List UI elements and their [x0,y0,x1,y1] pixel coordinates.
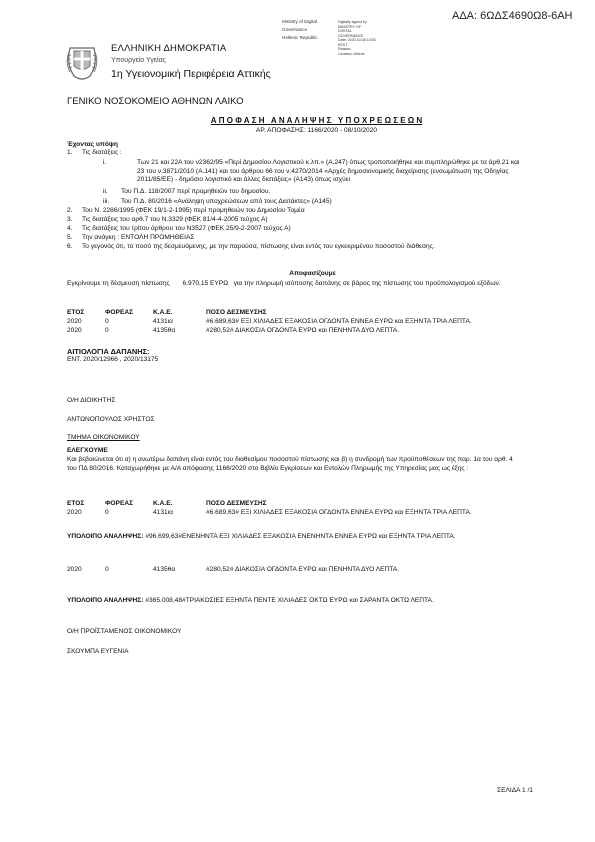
cell-amount: #6.689,63# ΕΞΙ ΧΙΛΙΑΔΕΣ ΕΞΑΚΟΣΙΑ ΟΓΔΟΝΤΑ ΕΝΝΕΑ ΕΥΡΩ και ΕΞΗΝΤΑ ΤΡΙΑ ΛΕΠΤΑ. [206,509,472,516]
cell-year: 2020 [67,509,82,516]
digital-signature-block [282,20,442,62]
balance-label: ΥΠΟΛΟΙΠΟ ΑΝΑΛΗΨΗΣ: [67,533,144,540]
signature-detail: MINISTRY OF [338,24,362,29]
table-header-row [67,309,537,317]
header-kae: Κ.Α.Ε. [153,309,173,316]
header-year: ΕΤΟΣ [67,309,85,316]
provision-number: 3. [67,216,73,223]
cell-year: 2020 [67,327,82,334]
subprovision-number: iii. [103,198,110,205]
approval-text: Εγκρίνουμε τη δέσμευση πίστωσης 6.970,15 ΕΥΡΩ για την πληρωμή ισόποσης δαπάνης σε βάρος της πίστωσης του προϋπολογισμού εξόδων. [67,280,501,287]
financial-head-title: Ο/Η ΠΡΟΪΣΤΑΜΕΝΟΣ ΟΙΚΟΝΟΜΙΚΟΥ [67,628,182,635]
document-title: Α Π Ο Φ Α Σ Η Α Ν Α Λ Η Ψ Η Σ Υ Π Ο Χ Ρ Ε Ω Σ Ε Ω Ν [210,116,423,125]
cell-amount: #280,52# ΔΙΑΚΟΣΙΑ ΟΓΔΟΝΤΑ ΕΥΡΩ και ΠΕΝΗΝΤΑ ΔΥΟ ΛΕΠΤΑ. [206,566,400,573]
cell-entity: 0 [105,566,109,573]
balance-label: ΥΠΟΛΟΙΠΟ ΑΝΑΛΗΨΗΣ: [67,597,144,604]
check-heading: ΕΛΕΓΧΟΥΜΕ [67,447,108,454]
cell-kae: 4131ια [153,509,173,516]
provision-text: Το γεγονός ότι, το ποσό της δεσμευόμενης, με την παρούσα, πίστωσης είναι εντός του εγκεκριμένου ποσοστού διάθεσης. [82,243,435,250]
provision-text: Τις διατάξεις του αρθ.7 του Ν.3329 (ΦΕΚ 81/4-4-2005 τεύχος Α) [82,216,268,223]
republic-title: ΕΛΛΗΝΙΚΗ ΔΗΜΟΚΡΑΤΙΑ [111,43,227,54]
table-header-row [67,500,537,508]
cell-year: 2020 [67,566,82,573]
signature-detail: Digitally signed by [338,20,367,24]
balance-value: #365.008,48#ΤΡΙΑΚΟΣΙΕΣ ΕΞΗΝΤΑ ΠΕΝΤΕ ΧΙΛΙΑΔΕΣ ΟΚΤΩ ΕΥΡΩ και ΣΑΡΑΝΤΑ ΟΚΤΩ ΛΕΠΤΑ. [145,597,434,604]
signature-detail: DIGITAL [338,29,352,33]
cell-amount: #6.689,63# ΕΞΙ ΧΙΛΙΑΔΕΣ ΕΞΑΚΟΣΙΑ ΟΓΔΟΝΤΑ ΕΝΝΕΑ ΕΥΡΩ και ΕΞΗΝΤΑ ΤΡΙΑ ΛΕΠΤΑ. [206,318,472,325]
having-in-view-heading: Έχοντας υπόψη [67,141,118,148]
ada-code: ΑΔΑ: 6ΩΔΣ4690Ω8-6ΑΗ [452,10,573,22]
justification-value: ΕΝΤ. 2020/12966 , 2020/13175 [67,356,159,363]
department-name: ΤΜΗΜΑ ΟΙΚΟΝΟΜΙΚΟΥ [67,434,140,441]
provision-text: Την ανάγκη : ΕΝΤΟΛΗ ΠΡΟΜΗΘΕΙΑΣ [82,234,195,241]
check-text: Και βεβαιώνεται ότι α) η ανωτέρω δαπάνη είναι εντός του διαθεσίμου ποσοστού πίστωσης και β) η συνδρομή των προϋποθέσεων της παρ. 1α του αρθ. 4 του ΠΔ 80/2016. Καταχωρήθηκε με Α/Α απόφασης 1166/2020 στο Βιβλίο Εγκρίσεων και Εντολών Πληρωμής της Υπηρεσίας μας ως έξης : [67,456,513,472]
cell-entity: 0 [105,509,109,516]
director-name: ΑΝΤΩΝΟΠΟΥΛΟΣ ΧΡΗΣΤΟΣ [67,416,155,423]
cell-year: 2020 [67,318,82,325]
header-entity: ΦΟΡΕΑΣ [105,309,134,316]
signature-line: Governance [282,27,308,32]
decide-heading: Αποφασίζουμε [289,270,336,277]
table-row [67,327,537,335]
cell-kae: 4135θα [153,327,176,334]
balance-text [67,597,434,606]
table-row [67,509,537,517]
header-entity: ΦΟΡΕΑΣ [105,500,134,507]
signature-line: Ministry of Digital [282,19,317,24]
provision-text: Τις διατάξεις του τρίτου άρθρου του Ν3527 (ΦΕΚ 25/9-2-2007 τεύχος Α) [82,225,291,232]
cell-amount: #280,52# ΔΙΑΚΟΣΙΑ ΟΓΔΟΝΤΑ ΕΥΡΩ και ΠΕΝΗΝΤΑ ΔΥΟ ΛΕΠΤΑ. [206,327,400,334]
provision-number: 1. [67,149,73,156]
provision-number: 5. [67,234,73,241]
signature-detail: Reason: [338,47,352,51]
ministry-name: Υπουργείο Υγείας [111,57,166,64]
table-row [67,318,537,326]
hospital-name: ΓΕΝΙΚΟ ΝΟΣΟΚΟΜΕΙΟ ΑΘΗΝΩΝ ΛΑΙΚΟ [67,96,244,107]
header-amount: ΠΟΣΟ ΔΕΣΜΕΥΣΗΣ [206,309,267,316]
balance-value: #96.699,63#ΕΝΕΝΗΝΤΑ ΕΞΙ ΧΙΛΙΑΔΕΣ ΕΞΑΚΟΣΙΑ ΕΝΕΝΗΝΤΑ ΕΝΝΕΑ ΕΥΡΩ και ΕΞΗΝΤΑ ΤΡΙΑ ΛΕΠΤΑ. [145,533,456,540]
provision-text: Του Ν. 2286/1995 (ΦΕΚ 19/1-2-1995) περί προμηθειών του Δημοσίου Τομέα [82,207,305,214]
subprovision-text: Του Π.Δ. 80/2016 «Ανάληψη υποχρεώσεων από τους Διατάκτες» (Α145) [121,198,332,205]
signature-detail: Date: 2020.10.08 13:53 [338,38,376,42]
provision-intro: Τις διατάξεις : [82,149,122,156]
balance-text [67,533,517,542]
health-region: 1η Υγειονομική Περιφέρεια Αττικής [111,68,271,80]
signature-detail: GOVERNANCE [338,33,364,38]
cell-kae: 4131ια [153,318,173,325]
cell-entity: 0 [105,318,109,325]
provision-number: 6. [67,243,73,250]
cell-entity: 0 [105,327,109,334]
justification-label: ΑΙΤΙΟΛΟΓΙΑ ΔΑΠΑΝΗΣ: [67,347,150,356]
provision-number: 2. [67,207,73,214]
subprovision-text: Του Π.Δ. 118/2007 περί προμηθειών του δημοσίου. [121,188,271,195]
subprovision-text: Των 21 και 22Α του ν2362/95 «Περί Δημοσίου Λογιστικού κ.λπ.» (Α.247) όπως τροποποιήθηκε και συμπληρώθηκε με τα άρθ.21 και 23 του ν.3871/2010 (Α.141) και του άρθρου 66 του ν.4270/2014 «Αρχές δημοσιονομικής διαχείρισης (ενσωμάτωση της Οδηγίας 2011/85/ΕΕ) - δημόσιο λογιστικό και άλλες διατάξεις» (Α143) όπως ισχύει [137,159,520,184]
signature-detail: Location: Athens [338,51,365,56]
subprovision-number: i. [103,159,107,166]
director-title: Ο/Η ΔΙΟΙΚΗΤΗΣ [67,397,116,404]
signature-line: Hellenic Republic [282,35,318,40]
decision-number: ΑΡ. ΑΠΟΦΑΣΗΣ: 1166/2020 - 08/10/2020 [255,127,378,134]
header-year: ΕΤΟΣ [67,500,85,507]
table-row [67,566,537,574]
provision-number: 4. [67,225,73,232]
subprovision-number: ii. [103,188,108,195]
page-number: ΣΕΛΙΔΑ 1 /1 [497,787,533,794]
signature-detail: EEST [338,42,348,47]
header-kae: Κ.Α.Ε. [153,500,173,507]
header-amount: ΠΟΣΟ ΔΕΣΜΕΥΣΗΣ [206,500,267,507]
cell-kae: 4135θα [153,566,176,573]
coat-of-arms-emblem [64,42,100,84]
financial-head-name: ΣΚΟΥΜΠΑ ΕΥΓΕΝΙΑ [67,648,129,655]
